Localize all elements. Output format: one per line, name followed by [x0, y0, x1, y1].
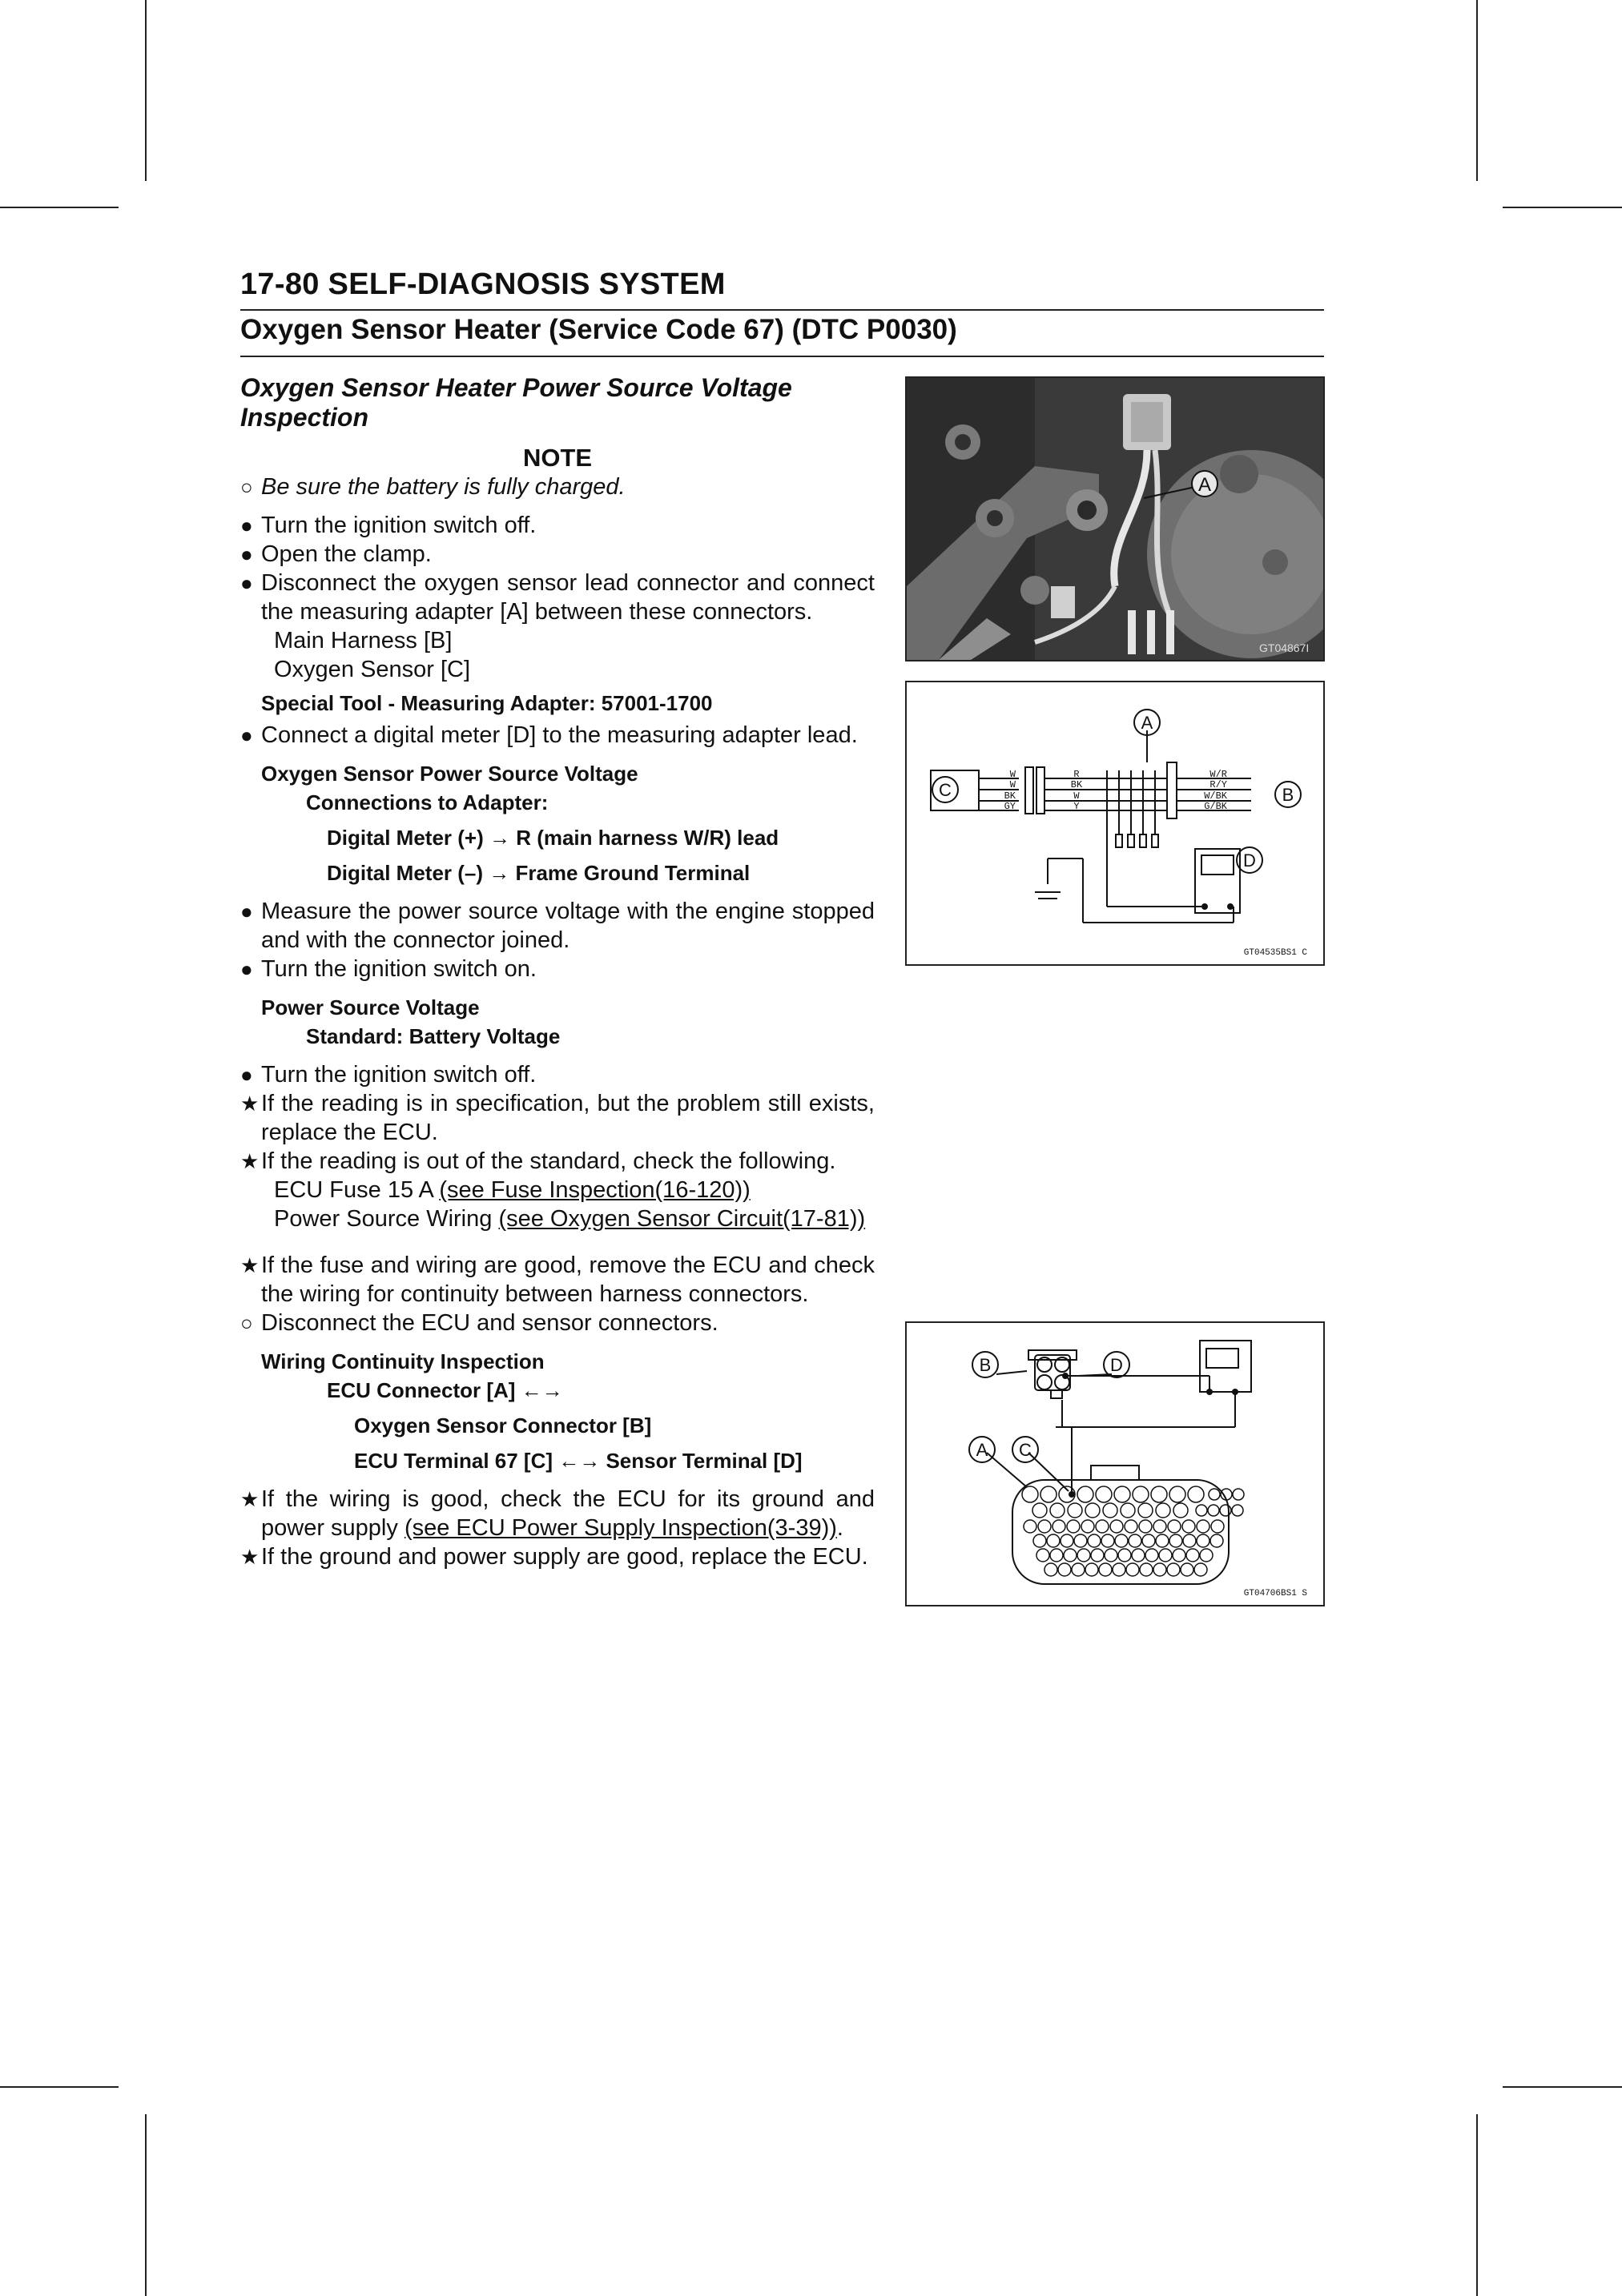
- connector-oxygen-sensor: Oxygen Sensor [C]: [274, 657, 470, 682]
- star-icon: ★: [240, 1545, 260, 1569]
- ecu-pin: [1121, 1503, 1135, 1518]
- svg-text:BK: BK: [1070, 779, 1083, 790]
- ecu-pin: [1169, 1486, 1185, 1502]
- svg-text:GY: GY: [1004, 801, 1016, 812]
- ecu-pin: [1133, 1486, 1149, 1502]
- bullet-icon: ●: [240, 571, 253, 595]
- ecu-pin: [1074, 1534, 1087, 1547]
- ecu-pin: [1096, 1486, 1112, 1502]
- page-title: 17-80 SELF-DIAGNOSIS SYSTEM: [240, 267, 726, 301]
- connector-main-harness: Main Harness [B]: [274, 628, 453, 653]
- ecu-pin: [1118, 1549, 1131, 1562]
- ecu-pin: [1211, 1520, 1224, 1533]
- ecu-pin: [1125, 1520, 1137, 1533]
- list-item: ★ If the reading is out of the standard, check the following.: [240, 1148, 836, 1174]
- voltage-spec-connections: Connections to Adapter:: [306, 790, 549, 814]
- ecu-pin: [1200, 1549, 1213, 1562]
- ecu-pin: [1036, 1549, 1049, 1562]
- star-icon: ★: [240, 1253, 260, 1277]
- continuity-line2: Oxygen Sensor Connector [B]: [354, 1413, 652, 1438]
- ecu-pin: [1032, 1503, 1047, 1518]
- ecu-pin: [1085, 1563, 1098, 1576]
- ecu-pin: [1132, 1549, 1145, 1562]
- note: [240, 472, 875, 501]
- list-item: ● Measure the power source voltage with the engine stopped and with the connector joined.: [240, 899, 875, 953]
- ecu-pin: [1067, 1520, 1080, 1533]
- ecu-pin: [1233, 1489, 1244, 1500]
- note-heading: NOTE: [522, 444, 593, 472]
- ecu-pin: [1068, 1503, 1082, 1518]
- list-item: ● Connect a digital meter [D] to the measuring adapter lead.: [240, 722, 858, 748]
- ecu-pin: [1081, 1520, 1094, 1533]
- ecu-pin: [1050, 1549, 1063, 1562]
- bullet-icon: ●: [240, 723, 253, 747]
- star-icon: ★: [240, 1092, 260, 1116]
- bullet-icon: ●: [240, 957, 253, 981]
- ecu-pin: [1142, 1534, 1155, 1547]
- ecu-pin: [1022, 1486, 1038, 1502]
- star-icon: ★: [240, 1487, 260, 1511]
- ecu-pin: [1129, 1534, 1141, 1547]
- ecu-pin: [1085, 1503, 1100, 1518]
- ecu-pin: [1052, 1520, 1065, 1533]
- list-item: ● Turn the ignition switch off.: [240, 513, 537, 538]
- voltage-spec-title: Oxygen Sensor Power Source Voltage: [261, 762, 638, 786]
- ecu-pin: [1232, 1505, 1243, 1516]
- diagram-callout-b: B: [1282, 785, 1294, 805]
- list-item: ○ Disconnect the ECU and sensor connectors.: [240, 1310, 718, 1336]
- svg-text:G/BK: G/BK: [1204, 801, 1227, 812]
- section-rule: [240, 356, 1324, 357]
- svg-text:W: W: [1009, 769, 1016, 780]
- ecu-pin: [1091, 1549, 1104, 1562]
- ecu-pin: [1114, 1486, 1130, 1502]
- ecu-pin: [1145, 1549, 1158, 1562]
- ecu-pin: [1156, 1534, 1169, 1547]
- engine-photo: [905, 376, 1325, 661]
- section-title: Oxygen Sensor Heater (Service Code 67) (DTC P0030): [240, 314, 957, 345]
- svg-text:Y: Y: [1073, 801, 1080, 812]
- svg-text:W/BK: W/BK: [1204, 790, 1227, 802]
- svg-text:R: R: [1073, 769, 1080, 780]
- ecu-pin: [1188, 1486, 1204, 1502]
- list-item: ● Turn the ignition switch on.: [240, 956, 537, 982]
- ecu-pin: [1113, 1563, 1125, 1576]
- svg-text:W: W: [1009, 779, 1016, 790]
- ecu-pin: [1138, 1503, 1153, 1518]
- crop-mark: [145, 2114, 147, 2296]
- ecu-pin: [1156, 1503, 1170, 1518]
- oxygen-sensor-circuit-link[interactable]: (see Oxygen Sensor Circuit(17-81)): [498, 1206, 866, 1232]
- diagram-callout-c: C: [939, 780, 952, 800]
- bullet-icon: ●: [240, 899, 253, 923]
- circle-bullet-icon: ○: [240, 1311, 253, 1335]
- crop-mark: [1503, 207, 1622, 208]
- ecu-pin: [1105, 1549, 1117, 1562]
- ecu-pin: [1088, 1534, 1101, 1547]
- ecu-pin: [1139, 1520, 1152, 1533]
- ecu-pin: [1194, 1563, 1207, 1576]
- bullet-icon: ●: [240, 513, 253, 537]
- ecu-pin: [1209, 1489, 1220, 1500]
- adapter-wiring-diagram: [905, 681, 1325, 966]
- ecu-pin: [1058, 1563, 1071, 1576]
- ecu-pin: [1140, 1563, 1153, 1576]
- header-rule: [240, 309, 1324, 311]
- ecu-pin: [1168, 1520, 1181, 1533]
- ecu-pin: [1110, 1520, 1123, 1533]
- photo-code: GT04867I: [1259, 641, 1310, 654]
- ecu-pin: [1197, 1534, 1209, 1547]
- ecu-pin: [1151, 1486, 1167, 1502]
- list-item: ● Open the clamp.: [240, 541, 432, 567]
- procedure-column: [240, 373, 875, 1571]
- list-item: ★ If the wiring is good, check the ECU for its ground and power supply (see ECU Power Supply Inspection(3-39)).: [240, 1486, 875, 1541]
- diagram-callout-a: A: [1141, 713, 1153, 733]
- engine-photo-image: [907, 378, 1323, 660]
- fuse-inspection-link[interactable]: (see Fuse Inspection(16-120)): [439, 1177, 751, 1203]
- list-item: ● Turn the ignition switch off.: [240, 1062, 537, 1088]
- ecu-pin: [1183, 1534, 1196, 1547]
- svg-text:R/Y: R/Y: [1209, 779, 1227, 790]
- note-text: Be sure the battery is fully charged.: [261, 474, 626, 500]
- list-item: ● Disconnect the oxygen sensor lead connector and connect the measuring adapter [A] between these connectors.: [240, 570, 875, 625]
- ecu-pin: [1126, 1563, 1139, 1576]
- ecu-pin: [1173, 1503, 1188, 1518]
- crop-mark: [0, 207, 119, 208]
- voltage-spec-minus: Digital Meter (–) → Frame Ground Terminal: [327, 861, 751, 885]
- ecu-pin: [1115, 1534, 1128, 1547]
- ecu-pin: [1169, 1534, 1182, 1547]
- ecu-pin: [1077, 1549, 1090, 1562]
- ecu-pin: [1033, 1534, 1046, 1547]
- ecu-pin: [1186, 1549, 1199, 1562]
- photo-callout-a: A: [1197, 474, 1212, 496]
- ecu-pin: [1024, 1520, 1036, 1533]
- ecu-pin: [1153, 1563, 1166, 1576]
- ecu-callout-b: B: [979, 1355, 992, 1375]
- ecu-pin: [1101, 1534, 1114, 1547]
- circle-bullet-icon: ○: [240, 475, 253, 499]
- list-item: ★ If the ground and power supply are good, replace the ECU.: [240, 1544, 868, 1570]
- ecu-callout-a: A: [976, 1440, 988, 1460]
- ecu-pin: [1153, 1520, 1166, 1533]
- check-wiring: Power Source Wiring (see Oxygen Sensor Circuit(17-81)): [274, 1206, 866, 1232]
- ecu-pin: [1173, 1549, 1185, 1562]
- list-item: ★ If the reading is in specification, but the problem still exists, replace the ECU.: [240, 1091, 875, 1145]
- ecu-callout-c: C: [1019, 1440, 1032, 1460]
- crop-mark: [145, 0, 147, 181]
- crop-mark: [1503, 2086, 1622, 2088]
- svg-text:W: W: [1073, 790, 1080, 802]
- ecu-pin: [1099, 1563, 1112, 1576]
- ecu-pin: [1103, 1503, 1117, 1518]
- diagram-callout-d: D: [1243, 850, 1256, 871]
- ecu-pin: [1181, 1563, 1193, 1576]
- ecu-pin: [1208, 1505, 1219, 1516]
- continuity-line1: ECU Connector [A] ←→: [327, 1378, 563, 1402]
- bullet-icon: ●: [240, 1063, 253, 1087]
- ecu-pin: [1167, 1563, 1180, 1576]
- ecu-connector-diagram: [905, 1321, 1325, 1606]
- ecu-callout-d: D: [1110, 1355, 1123, 1375]
- ecu-pin: [1182, 1520, 1195, 1533]
- voltage-spec-plus: Digital Meter (+) → R (main harness W/R) lead: [327, 826, 779, 850]
- continuity-title: Wiring Continuity Inspection: [261, 1349, 545, 1373]
- diagram-code: GT04535BS1 C: [1243, 948, 1307, 958]
- ecu-pin: [1159, 1549, 1172, 1562]
- crop-mark: [1476, 2114, 1478, 2296]
- procedure-title: Oxygen Sensor Heater Power Source Voltage Inspection: [240, 373, 792, 432]
- ecu-pin: [1196, 1505, 1207, 1516]
- bullet-icon: ●: [240, 542, 253, 566]
- ecu-pin: [1064, 1549, 1077, 1562]
- continuity-line3: ECU Terminal 67 [C] ←→ Sensor Terminal [D]: [354, 1449, 803, 1473]
- check-fuse: ECU Fuse 15 A (see Fuse Inspection(16-120)): [274, 1177, 751, 1203]
- power-spec-title: Power Source Voltage: [261, 995, 480, 1019]
- ecu-pin: [1050, 1503, 1065, 1518]
- power-spec-standard: Standard: Battery Voltage: [306, 1024, 561, 1048]
- ecu-pin: [1038, 1520, 1051, 1533]
- ecu-pin: [1072, 1563, 1085, 1576]
- ecu-pin: [1096, 1520, 1109, 1533]
- ecu-pin: [1044, 1563, 1057, 1576]
- ecu-pin: [1040, 1486, 1057, 1502]
- ecu-pin: [1077, 1486, 1093, 1502]
- ecu-code: GT04706BS1 S: [1243, 1589, 1307, 1598]
- ecu-pin: [1210, 1534, 1223, 1547]
- ecu-pin: [1197, 1520, 1209, 1533]
- crop-mark: [1476, 0, 1478, 181]
- list-item: ★ If the fuse and wiring are good, remove the ECU and check the wiring for continuity between harness connectors.: [240, 1253, 875, 1307]
- svg-text:W/R: W/R: [1209, 769, 1227, 780]
- svg-text:BK: BK: [1004, 790, 1016, 802]
- ecu-pin: [1061, 1534, 1073, 1547]
- star-icon: ★: [240, 1149, 260, 1173]
- ecu-power-supply-link[interactable]: (see ECU Power Supply Inspection(3-39)): [404, 1515, 837, 1541]
- special-tool: Special Tool - Measuring Adapter: 57001-1700: [261, 691, 713, 715]
- ecu-pin: [1047, 1534, 1060, 1547]
- crop-mark: [0, 2086, 119, 2088]
